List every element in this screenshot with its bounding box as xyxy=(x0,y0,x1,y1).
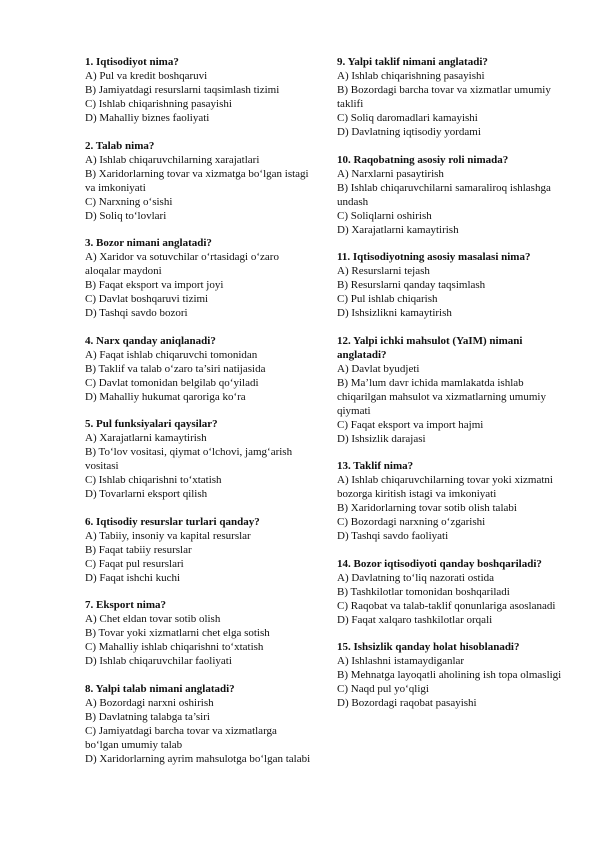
answer-option: D) Ishlab chiqaruvchilar faoliyati xyxy=(85,655,232,667)
answer-option: D) Tashqi savdo bozori xyxy=(85,307,188,319)
answer-option: B) Xaridorlarning tovar va xizmatga bo‘lgan istagi va imkoniyati xyxy=(85,167,309,194)
answer-option: A) Resurslarni tejash xyxy=(337,265,430,277)
answer-option: D) Davlatning iqtisodiy yordami xyxy=(337,126,481,138)
question-title: 1. Iqtisodiyot nima? xyxy=(85,56,179,68)
answer-option: C) Soliqlarni oshirish xyxy=(337,209,432,222)
question-title: 5. Pul funksiyalari qaysilar? xyxy=(85,418,218,430)
question-block xyxy=(85,139,313,223)
answer-option: B) Resurslarni qanday taqsimlash xyxy=(337,279,486,291)
answer-option: A) Xaridor va sotuvchilar o‘rtasidagi o‘zaro aloqalar maydoni xyxy=(85,251,279,277)
answer-option: A) Ishlab chiqaruvchilarning xarajatlari xyxy=(85,153,260,166)
answer-option: D) Faqat ishchi kuchi xyxy=(85,571,181,584)
question-title: 6. Iqtisodiy resurslar turlari qanday? xyxy=(85,515,260,528)
question-title: 15. Ishsizlik qanday holat hisoblanadi? xyxy=(337,641,520,653)
answer-option: A) Pul va kredit boshqaruvi xyxy=(85,70,208,82)
answer-option: A) Ishlab chiqaruvchilarning tovar yoki xizmatni bozorga kiritish istagi va imkoniyati xyxy=(337,474,553,500)
question-title: 8. Yalpi talab nimani anglatadi? xyxy=(85,682,235,695)
answer-option: D) Faqat xalqaro tashkilotlar orqali xyxy=(337,613,493,626)
answer-option: A) Chet eldan tovar sotib olish xyxy=(85,613,221,625)
answer-option: C) Ishlab chiqarishning pasayishi xyxy=(85,98,232,110)
answer-option: B) Tashkilotlar tomonidan boshqariladi xyxy=(337,585,510,598)
answer-option: B) To‘lov vositasi, qiymat o‘lchovi, jamg‘arish vositasi xyxy=(85,446,293,472)
answer-option: C) Faqat eksport va import hajmi xyxy=(337,418,484,431)
answer-option: C) Davlat tomonidan belgilab qo‘yiladi xyxy=(85,376,259,389)
question-block xyxy=(337,250,565,320)
answer-option: C) Mahalliy ishlab chiqarishni to‘xtatish xyxy=(85,641,264,653)
question-title: 10. Raqobatning asosiy roli nimada? xyxy=(337,153,509,166)
answer-option: C) Davlat boshqaruvi tizimi xyxy=(85,293,209,305)
answer-option: A) Ishlab chiqarishning pasayishi xyxy=(337,70,485,82)
answer-option: C) Ishlab chiqarishni to‘xtatish xyxy=(85,474,222,486)
question-block xyxy=(85,417,313,501)
answer-option: C) Naqd pul yo‘qligi xyxy=(337,683,429,695)
question-block xyxy=(85,55,313,125)
answer-option: D) Soliq to‘lovlari xyxy=(85,209,167,222)
answer-option: B) Bozordagi barcha tovar va xizmatlar umumiy taklifi xyxy=(337,84,551,110)
answer-option: B) Faqat tabiiy resurslar xyxy=(85,543,192,556)
question-title: 11. Iqtisodiyotning asosiy masalasi nima? xyxy=(337,251,531,263)
answer-option: D) Ishsizlik darajasi xyxy=(337,432,426,445)
answer-option: D) Mahalliy biznes faoliyati xyxy=(85,112,210,124)
answer-option: A) Davlatning to‘liq nazorati ostida xyxy=(337,571,495,584)
question-block xyxy=(337,153,565,237)
question-block xyxy=(85,515,313,585)
answer-option: A) Davlat byudjeti xyxy=(337,362,420,375)
question-title: 4. Narx qanday aniqlanadi? xyxy=(85,334,216,347)
answer-option: A) Ishlashni istamaydiganlar xyxy=(337,655,465,667)
question-title: 2. Talab nima? xyxy=(85,139,155,152)
answer-option: C) Faqat pul resurslari xyxy=(85,557,184,570)
answer-option: B) Faqat eksport va import joyi xyxy=(85,279,224,291)
answer-option: B) Mehnatga layoqatli aholining ish topa olmasligi xyxy=(337,669,562,681)
answer-option: C) Narxning o‘sishi xyxy=(85,195,173,208)
answer-option: A) Tabiiy, insoniy va kapital resurslar xyxy=(85,529,251,542)
answer-option: B) Ma’lum davr ichida mamlakatda ishlab chiqarilgan mahsulot va xizmatlarning umumiy qiymati xyxy=(337,376,546,417)
question-block xyxy=(85,598,313,668)
answer-option: C) Raqobat va talab-taklif qonunlariga asoslanadi xyxy=(337,599,556,612)
question-block xyxy=(337,640,565,710)
left-column xyxy=(85,55,313,779)
answer-option: D) Tashqi savdo faoliyati xyxy=(337,530,449,542)
answer-option: C) Soliq daromadlari kamayishi xyxy=(337,112,478,124)
answer-option: C) Pul ishlab chiqarish xyxy=(337,293,438,305)
answer-option: D) Bozordagi raqobat pasayishi xyxy=(337,697,477,709)
answer-option: B) Davlatning talabga ta’siri xyxy=(85,710,210,723)
answer-option: B) Xaridorlarning tovar sotib olish talabi xyxy=(337,502,517,514)
question-block xyxy=(337,557,565,627)
answer-option: B) Jamiyatdagi resurslarni taqsimlash tizimi xyxy=(85,84,280,96)
answer-option: B) Ishlab chiqaruvchilarni samaraliroq ishlashga undash xyxy=(337,181,551,208)
answer-option: A) Xarajatlarni kamaytirish xyxy=(85,432,207,444)
question-block xyxy=(85,236,313,320)
answer-option: C) Bozordagi narxning o‘zgarishi xyxy=(337,516,486,528)
answer-option: A) Narxlarni pasaytirish xyxy=(337,167,444,180)
answer-option: B) Tovar yoki xizmatlarni chet elga sotish xyxy=(85,627,270,639)
question-block xyxy=(85,334,313,404)
answer-option: D) Xaridorlarning ayrim mahsulotga bo‘lgan talabi xyxy=(85,752,311,765)
answer-option: D) Mahalliy hukumat qaroriga ko‘ra xyxy=(85,390,246,403)
answer-option: D) Xarajatlarni kamaytirish xyxy=(337,223,459,236)
answer-option: D) Tovarlarni eksport qilish xyxy=(85,488,208,500)
question-block xyxy=(337,55,565,139)
question-title: 13. Taklif nima? xyxy=(337,460,414,472)
answer-option: C) Jamiyatdagi barcha tovar va xizmatlarga bo‘lgan umumiy talab xyxy=(85,724,277,751)
answer-option: A) Bozordagi narxni oshirish xyxy=(85,696,214,709)
question-title: 7. Eksport nima? xyxy=(85,599,166,611)
question-block xyxy=(85,682,313,766)
question-block xyxy=(337,334,565,446)
answer-option: A) Faqat ishlab chiqaruvchi tomonidan xyxy=(85,348,258,361)
answer-option: D) Ishsizlikni kamaytirish xyxy=(337,307,452,319)
answer-option: B) Taklif va talab o‘zaro ta’siri natijasida xyxy=(85,362,266,375)
question-title: 12. Yalpi ichki mahsulot (YaIM) nimani anglatadi? xyxy=(337,334,523,361)
question-title: 14. Bozor iqtisodiyoti qanday boshqariladi? xyxy=(337,557,542,570)
right-column xyxy=(337,55,565,724)
question-title: 9. Yalpi taklif nimani anglatadi? xyxy=(337,56,488,68)
question-title: 3. Bozor nimani anglatadi? xyxy=(85,237,212,249)
question-block xyxy=(337,459,565,543)
